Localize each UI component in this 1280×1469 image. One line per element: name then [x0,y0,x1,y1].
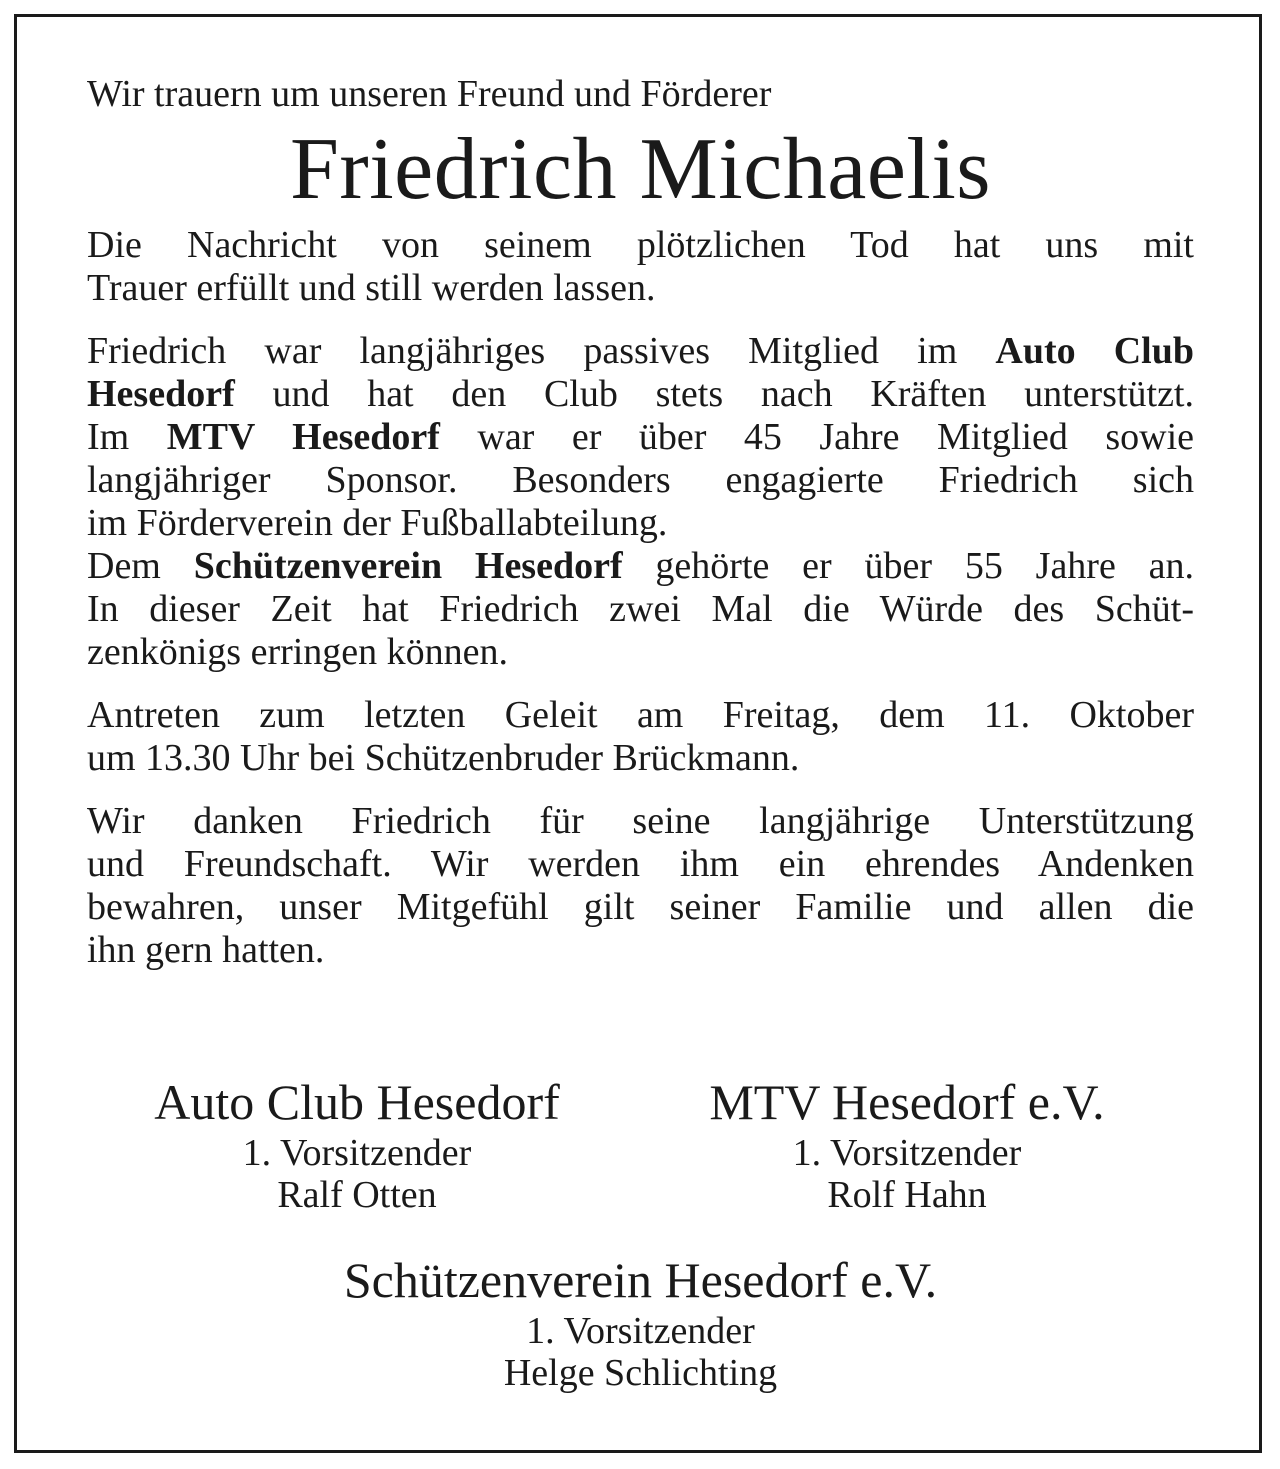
signature-org: Auto Club Hesedorf [154,1074,560,1130]
paragraph-line: im Förderverein der Fußballabteilung. [87,502,668,544]
paragraph-line: langjähriger Sponsor. Besonders engagierte Friedrich sich [87,459,1194,501]
text-span: und hat den Club stets nach Kräften unterstützt. [234,373,1194,415]
paragraph-line: zenkönigs erringen können. [87,631,509,673]
club-name-hesedorf: Hesedorf [87,373,235,415]
signature-person: Helge Schlichting [503,1352,778,1394]
signature-row [87,1072,1194,1232]
club-name-mtv: MTV Hesedorf [166,416,440,458]
text-span: Friedrich war langjähriges passives Mitglied im [87,330,996,372]
signature-mtv [637,1072,1177,1216]
signature-schuetzenverein [87,1250,1194,1394]
paragraph-line [87,373,1194,416]
signature-auto-club [87,1072,627,1216]
text-span: Im [87,416,167,458]
paragraph-line [87,330,1194,373]
paragraph-line: Antreten zum letzten Geleit am Freitag, dem 11. Oktober [87,694,1194,736]
signature-person: Rolf Hahn [827,1174,987,1216]
text-span: Dem [87,545,194,587]
paragraph-news [87,224,1194,310]
signature-org: MTV Hesedorf e.V. [709,1074,1105,1130]
deceased-name: Friedrich Michaelis [289,121,992,218]
paragraph-line: Die Nachricht von seinem plötzlichen Tod hat uns mit [87,224,1194,266]
paragraph-funeral [87,694,1194,780]
signature-person: Ralf Otten [277,1174,437,1216]
paragraph-line: Trauer erfüllt und still werden lassen. [87,267,656,309]
paragraph-line: ihn gern hatten. [87,929,325,971]
intro-line: Wir trauern um unseren Freund und Förderer [87,73,772,115]
paragraph-memberships [87,330,1194,674]
signature-role: 1. Vorsitzender [526,1310,755,1352]
paragraph-line [87,545,1194,588]
paragraph-line: bewahren, unser Mitgefühl gilt seiner Familie und allen die [87,886,1194,928]
club-name-auto-club: Auto Club [995,330,1194,372]
club-name-schuetzenverein: Schützenverein Hesedorf [193,545,623,587]
paragraph-thanks [87,800,1194,972]
paragraph-line: und Freundschaft. Wir werden ihm ein ehrendes Andenken [87,843,1194,885]
text-span: war er über 45 Jahre Mitglied sowie [439,416,1194,458]
paragraph-line: Wir danken Friedrich für seine langjährige Unterstützung [87,800,1194,842]
paragraph-line: In dieser Zeit hat Friedrich zwei Mal die Würde des Schüt- [87,588,1194,630]
signature-role: 1. Vorsitzender [792,1132,1022,1174]
text-span: gehörte er über 55 Jahre an. [622,545,1195,587]
paragraph-line [87,416,1194,459]
paragraph-line: um 13.30 Uhr bei Schützenbruder Brückmann. [87,737,800,779]
signature-org: Schützenverein Hesedorf e.V. [343,1252,938,1308]
notice-body [87,72,1194,972]
signature-role: 1. Vorsitzender [242,1132,472,1174]
